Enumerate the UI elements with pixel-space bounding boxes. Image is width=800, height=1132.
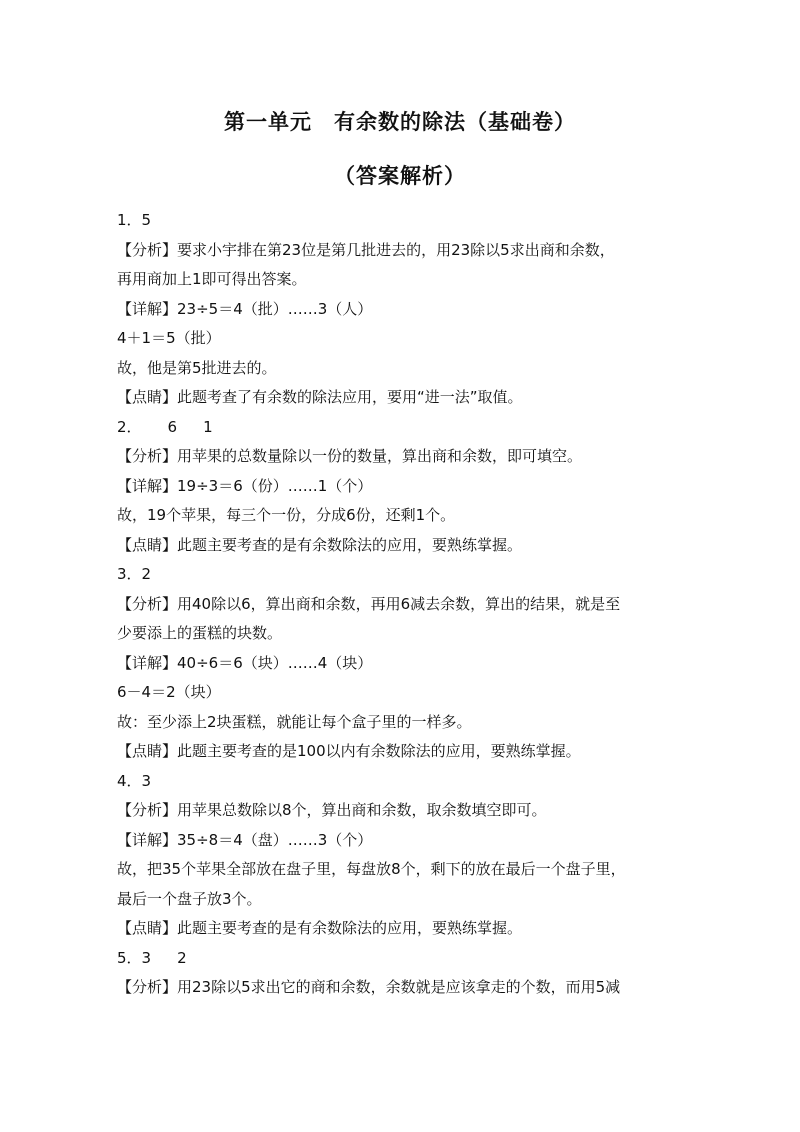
q2-analysis: 【分析】用苹果的总数量除以一份的数量，算出商和余数，即可填空。 [117,447,583,465]
q3-analysis-cont: 少要添上的蛋糕的块数。 [117,624,283,642]
q2-comment: 【点睛】此题主要考查的是有余数除法的应用，要熟练掌握。 [117,535,523,554]
q2-blank-1: 6 [167,417,178,436]
q1-conclusion: 故，他是第5批进去的。 [117,358,277,377]
q1-analysis: 【分析】要求小宇排在第23位是第几批进去的，用23除以5求出商和余数， [117,240,615,259]
answer-content [117,206,685,1003]
q2-number: 2． [117,417,142,436]
q1-detail-step: 4＋1＝5（批） [117,329,221,347]
q5-number: 5．3 [117,948,152,967]
q1-comment: 【点睛】此题考查了有余数的除法应用，要用“进一法”取值。 [117,388,523,406]
page-title: 第一单元 有余数的除法（基础卷） [224,110,576,134]
q1-analysis-cont: 再用商加上1即可得出答案。 [117,270,307,288]
q2-conclusion: 故，19个苹果，每三个一份，分成6份，还剩1个。 [117,506,456,524]
q3-conclusion: 故：至少添上2块蛋糕，就能让每个盒子里的一样多。 [117,712,472,731]
q5-answer [117,944,685,974]
q4-conclusion: 故，把35个苹果全部放在盘子里，每盘放8个，剩下的放在最后一个盘子里， [117,860,626,878]
q2-detail: 【详解】19÷3＝6（份）……1（个） [117,476,373,495]
q1-detail: 【详解】23÷5＝4（批）……3（人） [117,299,373,318]
q3-detail: 【详解】40÷6＝6（块）……4（块） [117,653,373,672]
q5-blank-2: 2 [177,948,187,967]
q4-comment: 【点睛】此题主要考查的是有余数除法的应用，要熟练掌握。 [117,919,523,937]
q3-detail-step: 6－4＝2（块） [117,683,221,701]
q4-answer: 4．3 [117,771,152,790]
q2-answer [117,413,685,443]
q4-detail: 【详解】35÷8＝4（盘）……3（个） [117,830,373,849]
q4-conclusion-cont: 最后一个盘子放3个。 [117,889,262,908]
q3-analysis: 【分析】用40除以6，算出商和余数，再用6减去余数，算出的结果，就是至 [117,594,621,613]
q4-analysis: 【分析】用苹果总数除以8个，算出商和余数，取余数填空即可。 [117,801,547,819]
q3-comment: 【点睛】此题主要考查的是100以内有余数除法的应用，要熟练掌握。 [117,742,581,760]
page-subtitle: （答案解析） [334,164,466,188]
q1-answer: 1．5 [117,211,152,229]
q3-answer: 3．2 [117,565,152,583]
q5-analysis: 【分析】用23除以5求出它的商和余数，余数就是应该拿走的个数，而用5减 [117,978,621,996]
q2-blank-2: 1 [203,417,213,436]
